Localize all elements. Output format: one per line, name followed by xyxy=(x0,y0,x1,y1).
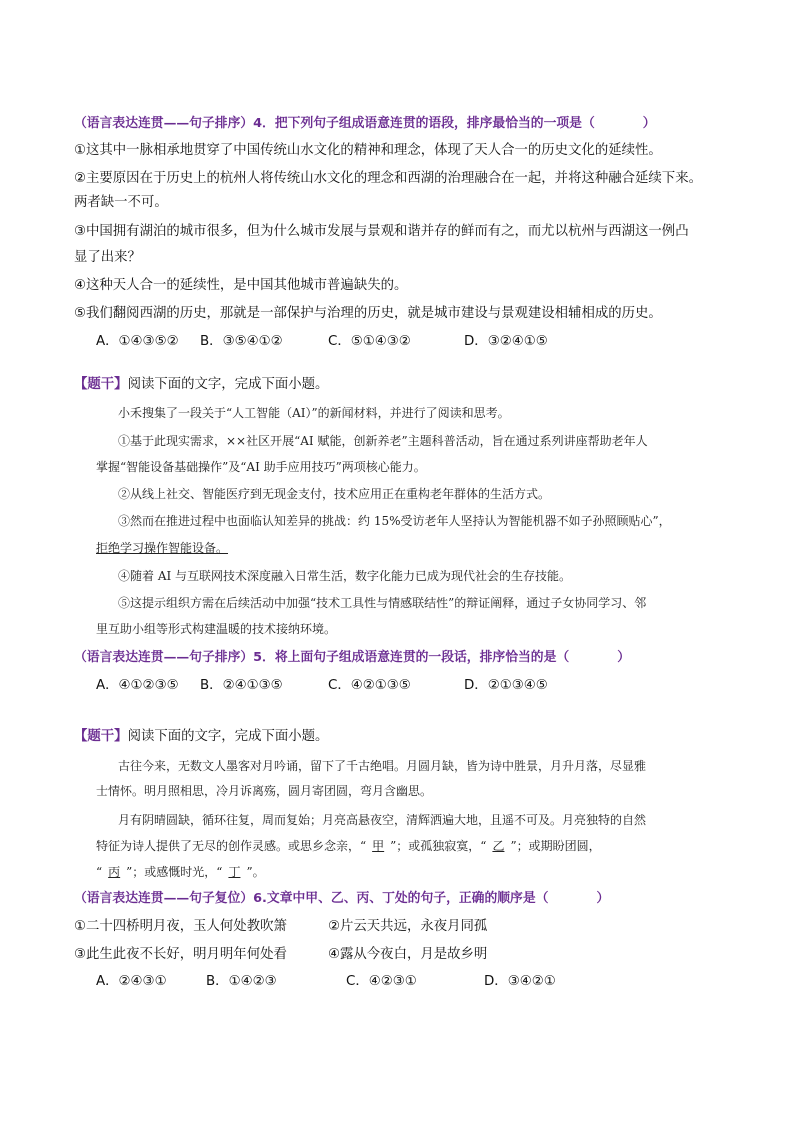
choice-3: ③此生此夜不长好，明月明年何处看 xyxy=(74,947,287,962)
choice-1: ①二十四桥明月夜，玉人何处教吹箫 xyxy=(74,919,287,934)
option-d[interactable]: D．③②④①⑤ xyxy=(464,334,548,349)
passage-sentence-4: ④随着 AI 与互联网技术深度融入日常生活，数字化能力已成为现代社会的生存技能。 xyxy=(118,569,572,583)
option-a[interactable]: A．①④③⑤② xyxy=(96,334,179,349)
stem-instruction: 阅读下面的文字，完成下面小题。 xyxy=(127,729,329,744)
blank-bing[interactable]: 丙 xyxy=(108,865,121,879)
sentence-2: ②主要原因在于历史上的杭州人将传统山水文化的理念和西湖的治理融合在一起，并将这种融合延续下来。 xyxy=(74,171,702,186)
option-b[interactable]: B．③⑤④①② xyxy=(200,334,283,349)
stem-tag: 【题干】 xyxy=(74,377,128,392)
moon-paragraph-1-cont: 士情怀。明月照相思，冷月诉离殇，圆月寄团圆，弯月含幽思。 xyxy=(96,784,433,798)
option-c[interactable]: C．④②①③⑤ xyxy=(328,678,411,693)
passage-sentence-1-cont: 掌握“智能设备基础操作”及“AI 助手应用技巧”两项核心能力。 xyxy=(96,460,426,474)
passage-sentence-5-cont: 里互助小组等形式构建温暖的技术接纳环境。 xyxy=(96,622,337,636)
text-segment: ”；或期盼团圆， xyxy=(510,839,601,853)
question-4-title: （语言表达连贯——句子排序）4．把下列句子组成语意连贯的语段，排序最恰当的一项是（ xyxy=(74,116,595,131)
option-d[interactable]: D．③④②① xyxy=(484,974,556,989)
question-5-options xyxy=(96,676,548,696)
sentence-2-cont: 两者缺一不可。 xyxy=(74,195,168,210)
passage-sentence-1: ①基于此现实需求，××社区开展“AI 赋能，创新养老”主题科普活动，旨在通过系列讲座帮助老年人 xyxy=(118,434,648,448)
question-5-title: （语言表达连贯——句子排序）5．将上面句子组成语意连贯的一段话，排序恰当的是（ xyxy=(74,650,570,665)
passage-sentence-3-cont xyxy=(96,538,228,558)
moon-paragraph-1: 古往今来，无数文人墨客对月吟诵，留下了千古绝唱。月圆月缺，皆为诗中胜景，月升月落，尽显雅 xyxy=(118,759,647,773)
question-5-header xyxy=(74,648,630,668)
option-b[interactable]: B．①④②③ xyxy=(206,974,277,989)
moon-paragraph-2: 月有阴晴圆缺，循环往复，周而复始；月亮高悬夜空，清辉洒遍大地，且遥不可及。月亮独特的自然 xyxy=(118,813,647,827)
choice-4: ④露从今夜白，月是故乡明 xyxy=(328,947,488,962)
moon-paragraph-2-end xyxy=(96,862,265,882)
sentence-3-cont: 显了出来？ xyxy=(74,250,141,265)
question-4-paren-close: ） xyxy=(642,116,656,131)
sentence-5: ⑤我们翻阅西湖的历史，那就是一部保护与治理的历史，就是城市建设与景观建设相辅相成的历史。 xyxy=(74,306,662,321)
option-c[interactable]: C．④②③① xyxy=(346,974,417,989)
text-segment: 特征为诗人提供了无尽的创作灵感。或思乡念亲，“ xyxy=(96,839,367,853)
moon-paragraph-2-cont xyxy=(96,836,601,856)
question-6-header xyxy=(74,889,609,909)
text-segment: ”；或孤独寂寞，“ xyxy=(390,839,487,853)
question-5-paren-close: ） xyxy=(617,650,630,665)
option-b[interactable]: B．②④①③⑤ xyxy=(200,678,283,693)
stem-2 xyxy=(74,727,328,747)
choices-row-1 xyxy=(74,917,487,937)
question-4-options xyxy=(96,332,548,352)
blank-jia[interactable]: 甲 xyxy=(372,839,385,853)
choices-row-2 xyxy=(74,945,487,965)
passage-sentence-2: ②从线上社交、智能医疗到无现金支付，技术应用正在重构老年群体的生活方式。 xyxy=(118,487,551,501)
passage-sentence-5: ⑤这提示组织方需在后续活动中加强“技术工具性与情感联结性”的辩证阐释，通过子女协同学习、邻 xyxy=(118,596,647,610)
question-6-options xyxy=(96,972,556,992)
text-segment: ”。 xyxy=(246,865,265,879)
option-a[interactable]: A．②④③① xyxy=(96,974,167,989)
question-6-paren-close: ） xyxy=(596,891,610,906)
text-segment: ”；或感慨时光，“ xyxy=(126,865,223,879)
passage-intro: 小禾搜集了一段关于“人工智能（AI）”的新闻材料，并进行了阅读和思考。 xyxy=(118,406,510,420)
question-6-title: （语言表达连贯——句子复位）6.文章中甲、乙、丙、丁处的句子，正确的顺序是（ xyxy=(74,891,549,906)
choice-2: ②片云天共远，永夜月同孤 xyxy=(328,919,488,934)
stem-tag: 【题干】 xyxy=(74,729,128,744)
option-c[interactable]: C．⑤①④③② xyxy=(328,334,411,349)
sentence-1: ①这其中一脉相承地贯穿了中国传统山水文化的精神和理念，体现了天人合一的历史文化的延续性。 xyxy=(74,143,662,158)
blank-ding[interactable]: 丁 xyxy=(228,865,241,879)
text-segment: “ xyxy=(96,865,103,879)
sentence-4: ④这种天人合一的延续性，是中国其他城市普遍缺失的。 xyxy=(74,278,408,293)
stem-1 xyxy=(74,375,328,395)
option-d[interactable]: D．②①③④⑤ xyxy=(464,678,548,693)
underlined-text: 拒绝学习操作智能设备。 xyxy=(96,541,229,555)
stem-instruction: 阅读下面的文字，完成下面小题。 xyxy=(127,377,329,392)
passage-sentence-3: ③然而在推进过程中也面临认知差异的挑战：约 15%受访老年人坚持认为智能机器不如子孙照顾贴心”， xyxy=(118,514,671,528)
blank-yi[interactable]: 乙 xyxy=(492,839,505,853)
option-a[interactable]: A．④①②③⑤ xyxy=(96,678,179,693)
question-4-header xyxy=(74,114,656,134)
sentence-3: ③中国拥有湖泊的城市很多，但为什么城市发展与景观和谐并存的鲜而有之，而尤以杭州与西湖这一例凸 xyxy=(74,224,689,239)
